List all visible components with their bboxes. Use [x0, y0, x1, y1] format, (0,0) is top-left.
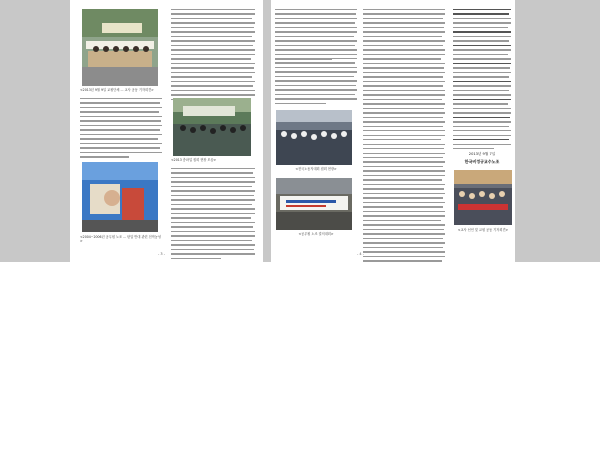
- demand-list: [453, 9, 511, 153]
- body-text-block: [80, 98, 162, 161]
- body-text-block: [275, 58, 357, 107]
- body-text-block: [363, 9, 445, 262]
- right-gray-margin: [515, 0, 600, 262]
- signature: 한국비정규교수노조: [464, 159, 500, 164]
- photo-sit-in: [454, 170, 512, 225]
- photo-tent-protest: [82, 162, 158, 232]
- left-page: [70, 0, 263, 262]
- photo-caption: <교사 선언 및 교원 공동 기자회견>: [457, 228, 509, 232]
- photo-banner-protest: [276, 178, 352, 230]
- photo-caption: <2013 총파업 집회 현장 모습>: [171, 158, 217, 162]
- photo-rally: [173, 98, 251, 156]
- page-number: - 3 -: [158, 252, 165, 256]
- photo-caption: <2004~2006년 공무원 노조 ... 탄압 반대 관련 천막농성>: [80, 235, 161, 243]
- photo-caption: <공무원 노조 결의대회>: [298, 232, 334, 236]
- body-text-block: [171, 9, 255, 103]
- body-text-block: [275, 9, 357, 63]
- page-number: - 4 -: [357, 252, 364, 256]
- photo-press-conference: [82, 9, 158, 86]
- right-page: [271, 0, 515, 262]
- body-text-block: [171, 168, 255, 262]
- photo-caption: <2013년 9월 9일 교원단체 ... 교사 공동 기자회견>: [80, 88, 154, 92]
- center-gray-gutter: [263, 0, 271, 262]
- photo-caption: <전국노동자대회 집회 현장>: [295, 167, 337, 171]
- left-gray-margin: [0, 0, 70, 262]
- photo-crowd-rally: [276, 110, 352, 165]
- closing-date: 2013년 9월 7일: [468, 152, 496, 156]
